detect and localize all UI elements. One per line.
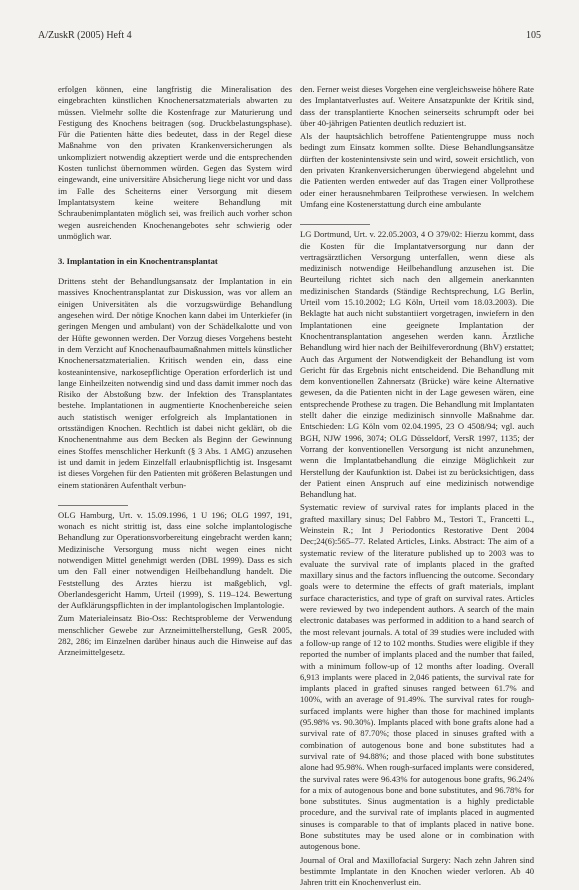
page-header (38, 30, 541, 44)
footnote: LG Dortmund, Urt. v. 22.05.2003, 4 O 379/02: Hierzu kommt, dass die Kosten für die Implantatversorgung nur dann der vertragsärztlichen Versorgung unterfallen, wenn diese als medizinisch notwendige Heilbehandlung anzusehen ist. Die Beurteilung richtet sich nach den allgemein anerkannten medizinischen Standards (Ständige Rechtsprechung, LG Berlin, Urteil vom 15.10.2002; LG Köln, Urteil vom 18.03.2003). Die Beklagte hat auch nicht substantiiert vorgetragen, inwiefern in den Implantationen eine geeignete Implantation der Knochentransplantation angesehen werden kann. Ärztliche Behandlung wird hier nach der Beihilfeverordnung (BhV) erstattet; Auch das Argument der Notwendigkeit der Behandlung ist vom Gericht für das Ergebnis nicht entscheidend. Die Behandlung mit dem konventionellen Zahnersatz (Brücke) wäre keine Alternative gewesen, da die Patienten nicht in der Lage gewesen wären, eine entsprechende Prothese zu tragen. Die Behandlung mit Implantaten stellt daher die einzige medizinisch sinnvolle Maßnahme dar. Entschieden: LG Köln vom 02.04.1995, 23 O 4508/94; vgl. auch BGH, NJW 1996, 3074; OLG Düsseldorf, VersR 1997, 1135; der Vorrang der konventionellen Versorgung ist nicht anzunehmen, wenn die Implantatbehandlung die einzige Möglichkeit zur Herstellung der Kaufunktion ist. Dabei ist zu berücksichtigen, dass der Patient einen Anspruch auf eine medizinisch notwendige Behandlung hat. (300, 229, 534, 500)
footnote-divider (300, 224, 370, 225)
footnote-divider (58, 505, 128, 506)
body-paragraph: erfolgen können, eine langfristig die Mineralisation des eingebrachten künstlichen Knochenersatzmaterials abwarten zu müssen. Vielmehr sollte die Kostenfrage zur Maturierung und Festigung des Knochens beitragen (sog. Druckbelastungsphase). Für die Patienten hätte dies bedeutet, dass in der Regel diese Maßnahme von den privaten Krankenversicherungen als unkompliziert notwendig akzeptiert werde und die entsprechenden Kosten tunlichst übernommen würden. Gegen das System wird eingewandt, eine universitäre Absicherung liege nicht vor und dass im Falle des Scheiterns einer Versorgung mit diesem Implantatsystem keine weitere Behandlung mit Schraubenimplantaten möglich sei, was freilich auch vorher schon wegen ausreichenden Knochenangebotes sehr schwierig oder unmöglich war. (58, 84, 292, 241)
body-paragraph: Drittens steht der Behandlungsansatz der Implantation in ein massives Knochentransplantat zur Diskussion, was vor allem an einigen Universitäten als die vorzugswürdige Behandlung angesehen wird. Der nötige Knochen kann dabei im Unterkiefer (in geringen Mengen und ambulant) von der Schädelkalotte und von der Hüfte gewonnen werden. Der Vorzug dieses Vorgehens besteht in dem Verzicht auf Knochenaufbaumaßnahmen mittels künstlicher Knochenersatzmaterialien. Kritisch wenden ein, dass eine kosteanintensive, narkosepflichtige Operation erforderlich ist und lange Einheilzeiten notwendig sind und dass damit immer noch das Risiko der Abstoßung bzw. der Infektion des Transplantates bestehe. Implantationen in augmentierte Knochenbereiche seien auch statistisch weniger erfolgreich als Implantationen in ortsständigen Knochen. Rechtlich ist dabei nicht geklärt, ob die Knochenentnahme aus dem Becken als Beginn der Gewinnung eines Stoffes menschlicher Herkunft (§ 3 Abs. 1 AMG) anzusehen ist und damit in jedem Einzelfall erlaubnispflichtig ist. Insgesamt ist dieses Vorgehen für den Patienten mit größeren Belastungen und einem stationären Aufenthalt verbun- (58, 276, 292, 490)
section-heading: 3. Implantation in ein Knochentransplantat (58, 256, 218, 267)
body-paragraph: Als der hauptsächlich betroffene Patientengruppe muss noch bedingt zum Einsatz kommen sollte. Diese Behandlungsansätze dürften der kostenintensivste sein und wird, soweit ersichtlich, von den privaten Krankenversicherungen überwiegend abgelehnt und die Patienten werden entweder auf das Tragen einer Vollprothese oder einer herausnehmbaren Teilprothese verwiesen. In welchem Umfang eine Kostenerstattung durch eine ambulante (300, 131, 534, 209)
left-column (58, 84, 292, 661)
page-number: 105 (526, 30, 541, 41)
body-paragraph: den. Ferner weist dieses Vorgehen eine vergleichsweise höhere Rate des Implantatverlustes auf. Weitere Ansatzpunkte der Kritik sind, dass der transplantierte Knochen seinerseits schrumpft oder bei über 40-jährigen Patienten deutlich reduziert ist. (300, 84, 534, 128)
footnote: OLG Hamburg, Urt. v. 15.09.1996, 1 U 196; OLG 1997, 191, wonach es nicht strittig ist, dass eine solche implantologische Behandlung zur Operationsvorbereitung eingebracht werden kann; Medizinische Versorgung muss nicht wegen eines nicht notwendigen Mittel genehmigt werden (DBL 1999). Dass es sich um den Fall einer notwendigen Heilbehandlung handelt. Die Feststellung des Arztes hierzu ist maßgeblich, vgl. Oberlandesgericht Hamm, Urteil (1999), S. 119–124. Bewertung der Aufklärungspflichten in der implantologischen Implantologie. (58, 509, 292, 611)
footnote: Zum Materialeinsatz Bio-Oss: Rechtsprobleme der Verwendung menschlicher Gewebe zur Arzneimittelherstellung, GesR 2005, 282, 286; im Einzelnen darüber hinaus auch die Hinweise auf das Arzneimittelgesetz. (58, 613, 292, 658)
journal-reference: A/ZuskR (2005) Heft 4 (38, 30, 132, 41)
footnote: Journal of Oral and Maxillofacial Surgery: Nach zehn Jahren sind bestimmte Implantate in den Knochen wieder verloren. Ab 40 Jahren tritt ein Knochenverlust ein. (300, 854, 534, 888)
right-column (300, 84, 534, 890)
footnote: Systematic review of survival rates for implants placed in the grafted maxillary sinus; Del Fabbro M., Testori T., Francetti L., Weinstein R.; Int J Periodontics Restorative Dent 2004 Dec;24(6):565–77. Related Articles, Links. Abstract: The aim of a systematic review of the literature published up to 2003 was to evaluate the survival rate of implants placed in the grafted maxillary sinus and the factors influencing the outcome. Secondary goals were to determine the effects of graft materials, implant surface characteristics, and type of graft on survival rates. Articles were reviewed by two independent authors. A search of the main electronic databases was performed in addition to a hand search of the most relevant journals. A total of 39 studies were included with a follow-up range of 12 to 102 months. Studies were eligible if they reported the number of implants placed and the number that failed, with a minimum follow-up of 12 months after loading. Overall 6,913 implants were placed in 2,046 patients, the survival rate for implants placed in grafted sinuses ranged between 61.7% and 100%, with an average of 91.49%. The survival rates for rough-surfaced implants were higher than those for machined implants (95.98% vs. 90.30%). Implants placed with bone grafts alone had a survival rate of 87.70%; those placed in sinuses grafted with a combination of autogenous bone and bone substitutes had a survival rate of 94.88%; and those placed with bone substitutes alone had 95.98%. When rough-surfaced implants were considered, the survival rates were 96.43% for autogenous bone grafts, 96.24% for a mix of autogenous bone and bone substitutes, and 96.78% for bone substitutes. Sinus augmentation is a highly predictable procedure, and the survival rate of implants placed in augmented sinuses is comparable to that of implants placed in native bone. Bone substitutes may be used alone or in combination with autogenous bone. (300, 502, 534, 852)
